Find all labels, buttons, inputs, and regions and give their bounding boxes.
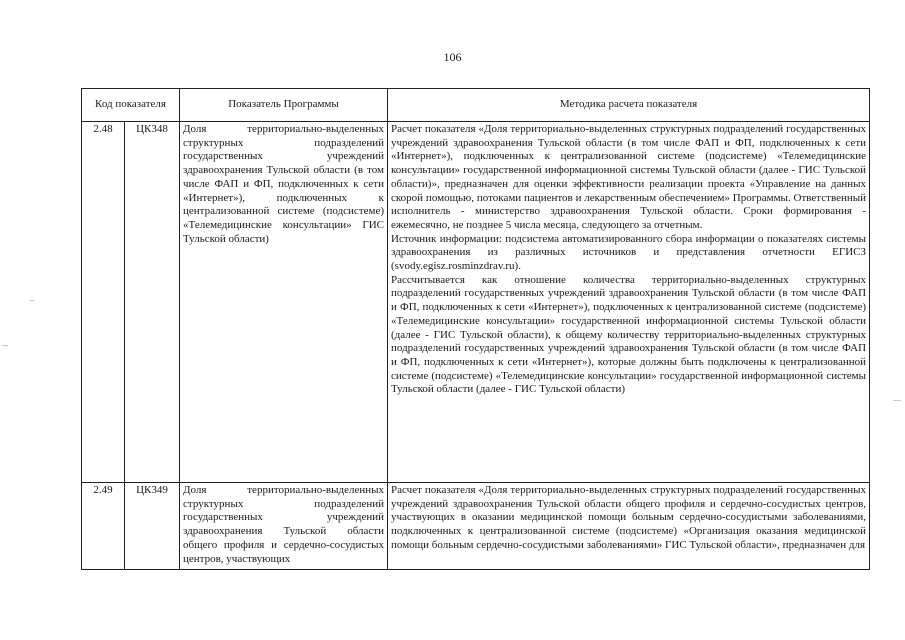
table-row (82, 483, 870, 570)
calculation-method (388, 122, 870, 483)
calculation-method (388, 483, 870, 570)
indicator-name: Доля территориально-выделенных структурных подразделений государственных учреждений здравоохранения Тульской области (в том числе ФАП и ФП, подключенных к сети «Интернет»), подключенных к централизованной системе (подсистеме) «Телемедицинские консультации» ГИС Тульской области) (180, 122, 388, 483)
method-paragraph: Расчет показателя «Доля территориально-выделенных структурных подразделений государственных учреждений здравоохранения Тульской области (в том числе ФАП и ФП, подключенных к сети «Интернет»), подключенных к централизованной системе (подсистеме) «Телемедицинские консультации» государственной информационной системы Тульской области (далее - ГИС Тульской области)», предназначен для оценки эффективности реализации проекта «Управление на данных скорой помощью, потоками пациентов и лекарственным обеспечением» Программы. Ответственный исполнитель - министерство здравоохранения Тульской области. Сроки формирования - ежемесячно, не позднее 5 числа месяца, следующего за отчетным. (391, 123, 867, 231)
scan-mark (30, 300, 34, 301)
indicator-table (81, 88, 870, 570)
header-calculation-method: Методика расчета показателя (388, 89, 870, 122)
scan-mark (2, 345, 8, 346)
indicator-name: Доля территориально-выделенных структурных подразделений государственных учреждений здравоохранения Тульской области общего профиля и сердечно-сосудистых центров, участвующих (180, 483, 388, 570)
row-number: 2.49 (82, 483, 125, 570)
header-program-indicator: Показатель Программы (180, 89, 388, 122)
row-number: 2.48 (82, 122, 125, 483)
scan-mark (893, 400, 901, 401)
table-row (82, 122, 870, 483)
header-indicator-code: Код показателя (82, 89, 180, 122)
method-paragraph: Рассчитывается как отношение количества территориально-выделенных структурных подразделений государственных учреждений здравоохранения Тульской области (в том числе ФАП и ФП, подключенных к сети «Интернет»), подключенных к централизованной системе (подсистеме) «Телемедицинские консультации» государственной информационной системы Тульской области (далее - ГИС Тульской области), к общему количеству территориально-выделенных структурных подразделений государственных учреждений здравоохранения Тульской области (в том числе ФАП и ФП, подключенных к сети «Интернет»), которые должны быть подключены к централизованной системе (подсистеме) «Телемедицинские консультации» государственной информационной системы Тульской области (далее - ГИС Тульской области) (391, 273, 867, 396)
method-paragraph: Источник информации: подсистема автоматизированного сбора информации о показателях системы здравоохранения из различных источников и представления отчетности ЕГИСЗ (svody.egisz.rosminzdrav.ru). (391, 232, 867, 273)
page-number: 106 (443, 50, 462, 64)
method-paragraph: Расчет показателя «Доля территориально-выделенных структурных подразделений государственных учреждений здравоохранения Тульской области общего профиля и сердечно-сосудистых центров, участвующих в оказании медицинской помощи больным сердечно-сосудистыми заболеваниями, подключенных к централизованной системе (подсистеме) «Организация оказания медицинской помощи больным сердечно-сосудистыми заболеваниями» ГИС Тульской области», предназначен для (391, 484, 867, 551)
indicator-code: ЦК348 (125, 122, 180, 483)
table-header-row (82, 89, 870, 122)
indicator-code: ЦК349 (125, 483, 180, 570)
